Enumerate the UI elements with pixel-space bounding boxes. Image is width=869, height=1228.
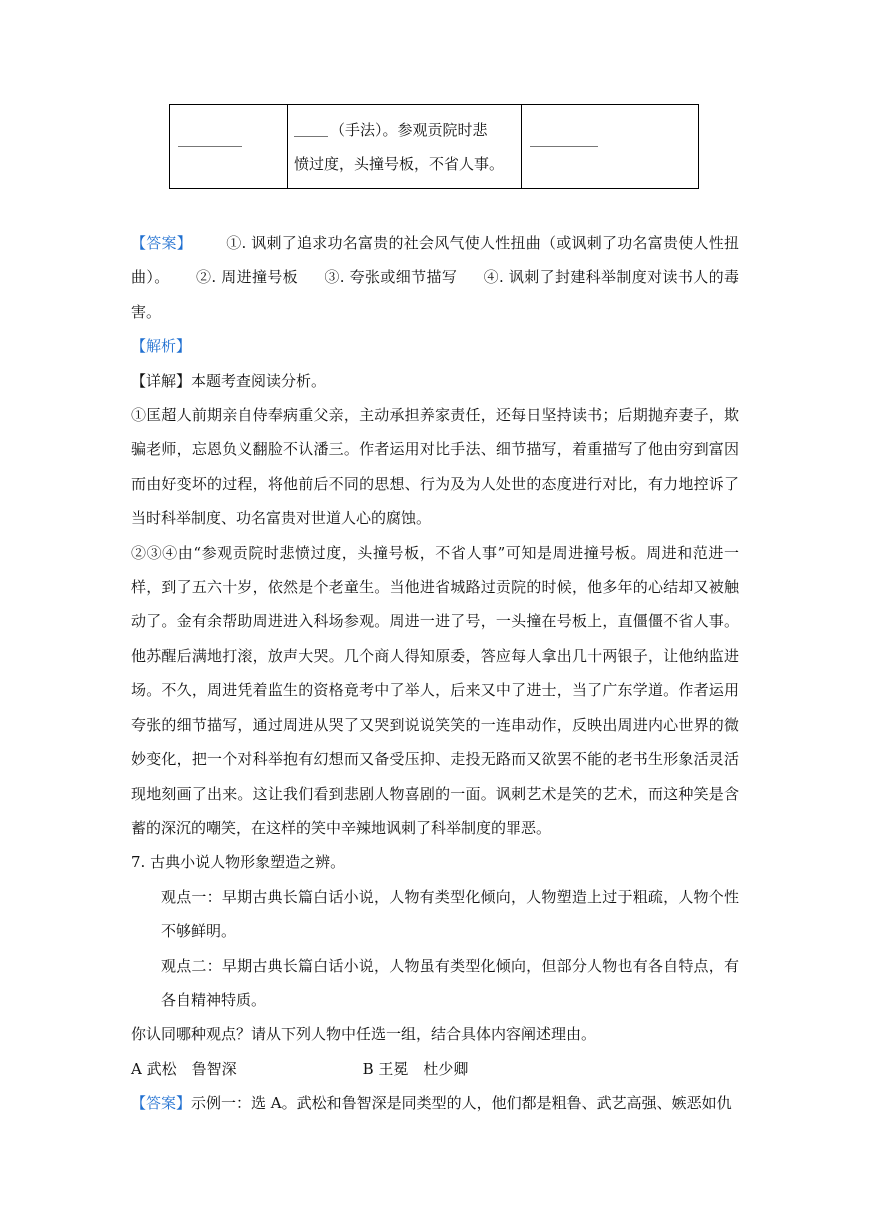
answer-part-3: ③. 夸张或细节描写 xyxy=(324,268,458,287)
table-row xyxy=(170,105,699,189)
analysis-paragraph-2: ②③④由“参观贡院时悲愤过度，头撞号板，不省人事”可知是周进撞号板。周进和范进一样，到了五六十岁，依然是个老童生。当他进省城路过贡院的时候，他多年的心结却又被触动了。金有余帮助周进进入科场参观。周进一进了号，一头撞在号板上，直僵僵不省人事。他苏醒后满地打滚，放声大哭。几个商人得知原委，答应每人拿出几十两银子，让他纳监进场。不久，周进凭着监生的资格竟考中了举人，后来又中了进士，当了广东学道。作者运用夸张的细节描写，通过周进从哭了又哭到说说笑笑的一连串动作，反映出周进内心世界的微妙变化，把一个对科举抱有幻想而又备受压抑、走投无路而又欲罢不能的老书生形象活灵活现地刻画了出来。这让我们看到悲剧人物喜剧的一面。讽刺艺术是笑的艺术，而这种笑是含蓄的深沉的嘲笑，在这样的笑中辛辣地讽刺了科举制度的罪恶。 xyxy=(131,543,739,837)
option-b: B 王冕 杜少卿 xyxy=(362,1059,469,1078)
answer-part-1: ①. 讽刺了追求功名富贵的社会风气使人性扭曲（或讽刺了功名富贵使人性扭曲）。 xyxy=(131,234,739,287)
option-a: A 武松 鲁智深 xyxy=(131,1059,237,1078)
analysis-heading xyxy=(131,329,739,363)
q7-options xyxy=(131,1052,739,1086)
fill-in-blank-inline xyxy=(294,136,328,137)
cell-line-2: 愤过度，头撞号板，不省人事。 xyxy=(294,154,505,173)
answer-tag: 【答案】 xyxy=(131,1094,192,1113)
q7-answer xyxy=(131,1086,739,1120)
analysis-tag: 【解析】 xyxy=(131,337,192,356)
q7-title: 7. 古典小说人物形象塑造之辨。 xyxy=(131,853,346,872)
q7-viewpoint-2: 观点二：早期古典长篇白话小说，人物虽有类型化倾向，但部分人物也有各自特点，有各自精神特质。 xyxy=(161,956,739,1009)
table-cell-blank-1 xyxy=(170,105,288,189)
q7-answer-text: 示例一：选 A。武松和鲁智深是同类型的人，他们都是粗鲁、武艺高强、嫉恶如仇 xyxy=(191,1094,732,1113)
analysis-paragraph-1: ①匡超人前期亲自侍奉病重父亲，主动承担养家责任，还每日坚持读书；后期抛弃妻子，欺骗老师，忘恩负义翻脸不认潘三。作者运用对比手法、细节描写，着重描写了他由穷到富因而由好变坏的过程，将他前后不同的思想、行为及为人处世的态度进行对比，有力地控诉了当时科举制度、功名富贵对世道人心的腐蚀。 xyxy=(131,406,739,528)
q6-answer xyxy=(131,226,739,329)
document-body xyxy=(131,226,739,1121)
answer-tag: 【答案】 xyxy=(131,234,192,252)
table-cell-blank-3 xyxy=(522,105,699,189)
table-cell-technique xyxy=(288,105,522,189)
q7-prompt: 你认同哪种观点？请从下列人物中任选一组，结合具体内容阐述理由。 xyxy=(131,1025,597,1044)
cell-line-1: （手法）。参观贡院时悲 xyxy=(330,120,488,139)
answer-part-2: ②. 周进撞号板 xyxy=(195,268,299,287)
fill-in-blank xyxy=(530,146,598,147)
q7-viewpoint-1: 观点一：早期古典长篇白话小说，人物有类型化倾向，人物塑造上过于粗疏，人物个性不够鲜明。 xyxy=(161,887,739,941)
fill-in-blank xyxy=(178,146,242,147)
detail-line: 【详解】本题考查阅读分析。 xyxy=(131,371,327,390)
answer-part-4: ④. 讽刺了封建科举制度对读书人的毒害。 xyxy=(131,268,739,321)
answer-table xyxy=(169,104,699,189)
